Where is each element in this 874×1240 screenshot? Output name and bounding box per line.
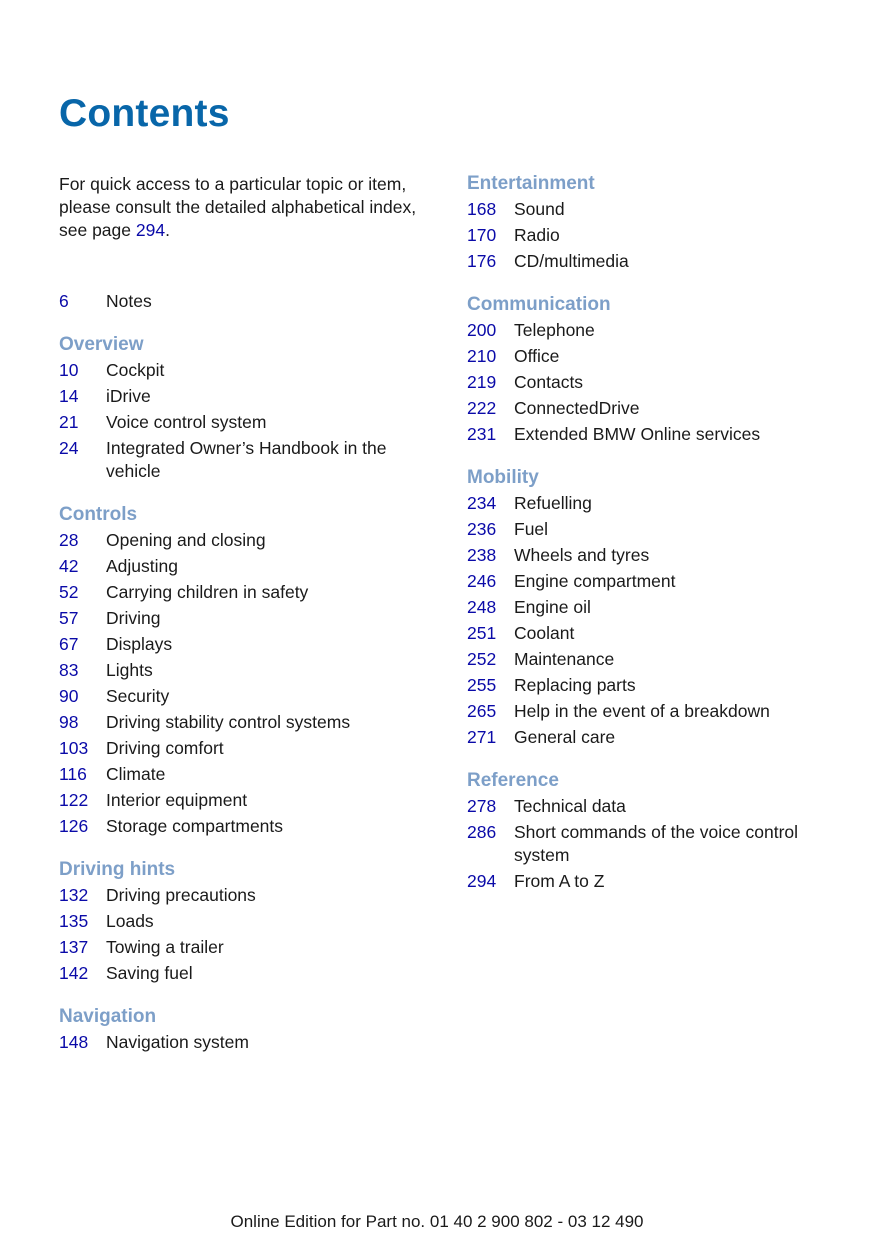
toc-page-number: 265 <box>467 701 497 721</box>
section-heading: Overview <box>59 334 144 355</box>
toc-title: ConnectedDrive <box>514 398 640 418</box>
toc-page-number: 231 <box>467 424 497 444</box>
toc-page-number: 234 <box>467 493 497 513</box>
toc-entry[interactable] <box>59 815 434 838</box>
toc-entry[interactable] <box>59 437 434 483</box>
toc-entry[interactable] <box>59 633 434 656</box>
toc-entry[interactable] <box>59 411 434 434</box>
intro-text: For quick access to a particular topic or item, please consult the detailed alphabetical index, see page <box>59 174 417 240</box>
toc-title: Fuel <box>514 519 549 539</box>
section-heading: Driving hints <box>59 859 176 880</box>
toc-page-number: 6 <box>59 291 69 311</box>
toc-entry[interactable] <box>467 622 837 645</box>
toc-page-number: 98 <box>59 712 79 732</box>
toc-entry[interactable] <box>59 581 434 604</box>
right-column <box>467 172 837 896</box>
toc-page-number: 103 <box>59 738 89 758</box>
toc-entry[interactable] <box>467 423 837 446</box>
toc-title: Notes <box>106 291 152 311</box>
toc-title: Coolant <box>514 623 575 643</box>
toc-page-number: 252 <box>467 649 497 669</box>
toc-title: Maintenance <box>514 649 615 669</box>
toc-title: Navigation system <box>106 1032 249 1052</box>
toc-section-mobility <box>467 466 837 749</box>
toc-page-number: 42 <box>59 556 79 576</box>
toc-title: Driving precautions <box>106 885 256 905</box>
toc-entry[interactable] <box>467 371 837 394</box>
toc-page-number: 52 <box>59 582 79 602</box>
toc-entry[interactable] <box>467 674 837 697</box>
toc-title: Refuelling <box>514 493 592 513</box>
toc-entry[interactable] <box>59 529 434 552</box>
toc-entry[interactable] <box>467 596 837 619</box>
toc-entry[interactable] <box>467 250 837 273</box>
toc-page-number: 24 <box>59 438 79 458</box>
toc-page-number: 246 <box>467 571 497 591</box>
toc-entry[interactable] <box>467 198 837 221</box>
index-page-link[interactable]: 294 <box>135 220 166 240</box>
toc-page-number: 170 <box>467 225 497 245</box>
toc-page-number: 236 <box>467 519 497 539</box>
toc-section-reference <box>467 769 837 893</box>
toc-title: Telephone <box>514 320 595 340</box>
toc-title: Interior equipment <box>106 790 248 810</box>
toc-page-number: 251 <box>467 623 497 643</box>
intro-text-end: . <box>165 220 170 240</box>
toc-page-number: 21 <box>59 412 79 432</box>
toc-entry[interactable] <box>59 359 434 382</box>
toc-page-number: 67 <box>59 634 79 654</box>
toc-entry[interactable] <box>59 789 434 812</box>
toc-page-number: 14 <box>59 386 79 406</box>
toc-entry[interactable] <box>59 555 434 578</box>
toc-page-number: 57 <box>59 608 79 628</box>
toc-title: Saving fuel <box>106 963 193 983</box>
toc-entry[interactable] <box>59 962 434 985</box>
toc-title: Loads <box>106 911 154 931</box>
toc-page-number: 135 <box>59 911 89 931</box>
toc-page-number: 148 <box>59 1032 89 1052</box>
toc-section-overview <box>59 333 434 483</box>
toc-entry[interactable] <box>59 385 434 408</box>
toc-entry[interactable] <box>467 821 837 867</box>
toc-entry[interactable] <box>467 345 837 368</box>
toc-page-number: 168 <box>467 199 497 219</box>
toc-title: Contacts <box>514 372 584 392</box>
toc-title: Voice control system <box>106 412 267 432</box>
toc-entry[interactable] <box>467 492 837 515</box>
page-title: Contents <box>59 92 230 135</box>
toc-page-number: 116 <box>59 764 87 784</box>
toc-title: Opening and closing <box>106 530 266 550</box>
toc-title: Sound <box>514 199 565 219</box>
toc-entry[interactable] <box>467 795 837 818</box>
toc-section-communication <box>467 293 837 446</box>
toc-entry[interactable] <box>467 224 837 247</box>
toc-title: Climate <box>106 764 166 784</box>
toc-entry[interactable] <box>59 910 434 933</box>
toc-page-number: 122 <box>59 790 89 810</box>
toc-title: Carrying children in safety <box>106 582 309 602</box>
toc-title: Driving <box>106 608 161 628</box>
toc-page-number: 126 <box>59 816 89 836</box>
toc-title: Driving stability control systems <box>106 712 351 732</box>
toc-title: General care <box>514 727 616 747</box>
section-heading: Communication <box>467 294 611 315</box>
section-heading: Mobility <box>467 467 539 488</box>
toc-title: Replacing parts <box>514 675 636 695</box>
toc-page-number: 238 <box>467 545 497 565</box>
toc-title: Storage compartments <box>106 816 284 836</box>
toc-page-number: 248 <box>467 597 497 617</box>
toc-title: CD/multimedia <box>514 251 629 271</box>
toc-entry[interactable] <box>467 544 837 567</box>
toc-page-number: 176 <box>467 251 497 271</box>
toc-title: Office <box>514 346 560 366</box>
toc-page-number: 222 <box>467 398 497 418</box>
toc-entry[interactable] <box>59 936 434 959</box>
toc-title: Radio <box>514 225 560 245</box>
toc-title: Technical data <box>514 796 626 816</box>
toc-page-number: 137 <box>59 937 89 957</box>
toc-page-number: 28 <box>59 530 79 550</box>
toc-page-number: 219 <box>467 372 497 392</box>
toc-title: Driving comfort <box>106 738 224 758</box>
toc-title: Adjusting <box>106 556 178 576</box>
section-heading: Reference <box>467 770 559 791</box>
toc-entry[interactable] <box>59 763 434 786</box>
toc-title: Short commands of the voice control system <box>514 822 799 865</box>
toc-entry[interactable] <box>467 570 837 593</box>
toc-entry[interactable] <box>467 700 837 723</box>
toc-entry[interactable] <box>59 884 434 907</box>
toc-page-number: 90 <box>59 686 79 706</box>
toc-section-controls <box>59 503 434 838</box>
toc-title: Extended BMW Online services <box>514 424 761 444</box>
toc-page-number: 286 <box>467 822 497 842</box>
toc-page-number: 200 <box>467 320 497 340</box>
toc-title: Wheels and tyres <box>514 545 650 565</box>
toc-entry[interactable] <box>59 685 434 708</box>
toc-page-number: 132 <box>59 885 89 905</box>
toc-page-number: 210 <box>467 346 497 366</box>
toc-entry[interactable] <box>59 737 434 760</box>
toc-title: Towing a trailer <box>106 937 224 957</box>
toc-entry-notes[interactable] <box>59 290 434 313</box>
toc-title: Help in the event of a breakdown <box>514 701 770 721</box>
toc-section-navigation <box>59 1005 434 1054</box>
toc-page-number: 294 <box>467 871 497 891</box>
toc-title: Engine oil <box>514 597 591 617</box>
footer-edition-note: Online Edition for Part no. 01 40 2 900 802 - 03 12 490 <box>230 1212 644 1231</box>
toc-entry[interactable] <box>467 319 837 342</box>
toc-title: Security <box>106 686 170 706</box>
toc-entry[interactable] <box>59 607 434 630</box>
toc-title: From A to Z <box>514 871 605 891</box>
section-heading: Entertainment <box>467 173 595 194</box>
toc-title: Lights <box>106 660 153 680</box>
toc-page-number: 142 <box>59 963 89 983</box>
right-sections <box>467 172 837 893</box>
section-heading: Navigation <box>59 1006 157 1027</box>
toc-page-number: 255 <box>467 675 497 695</box>
toc-title: Engine compartment <box>514 571 676 591</box>
toc-title: iDrive <box>106 386 151 406</box>
toc-entry[interactable] <box>467 648 837 671</box>
toc-entry[interactable] <box>467 726 837 749</box>
toc-page-number: 271 <box>467 727 497 747</box>
toc-entry[interactable] <box>59 711 434 734</box>
toc-page-number: 278 <box>467 796 497 816</box>
toc-entry[interactable] <box>467 870 837 893</box>
toc-section-driving-hints <box>59 858 434 985</box>
section-heading: Controls <box>59 504 138 525</box>
toc-title: Cockpit <box>106 360 165 380</box>
toc-title: Displays <box>106 634 173 654</box>
left-column <box>59 172 434 1057</box>
left-sections <box>59 333 434 1054</box>
toc-page-number: 10 <box>59 360 79 380</box>
toc-title: Integrated Owner’s Handbook in the vehicle <box>106 438 387 481</box>
toc-entry[interactable] <box>59 1031 434 1054</box>
toc-page-number: 83 <box>59 660 79 680</box>
toc-section-entertainment <box>467 172 837 273</box>
toc-entry[interactable] <box>59 659 434 682</box>
intro-paragraph <box>59 173 434 242</box>
toc-entry[interactable] <box>467 518 837 541</box>
toc-entry[interactable] <box>467 397 837 420</box>
